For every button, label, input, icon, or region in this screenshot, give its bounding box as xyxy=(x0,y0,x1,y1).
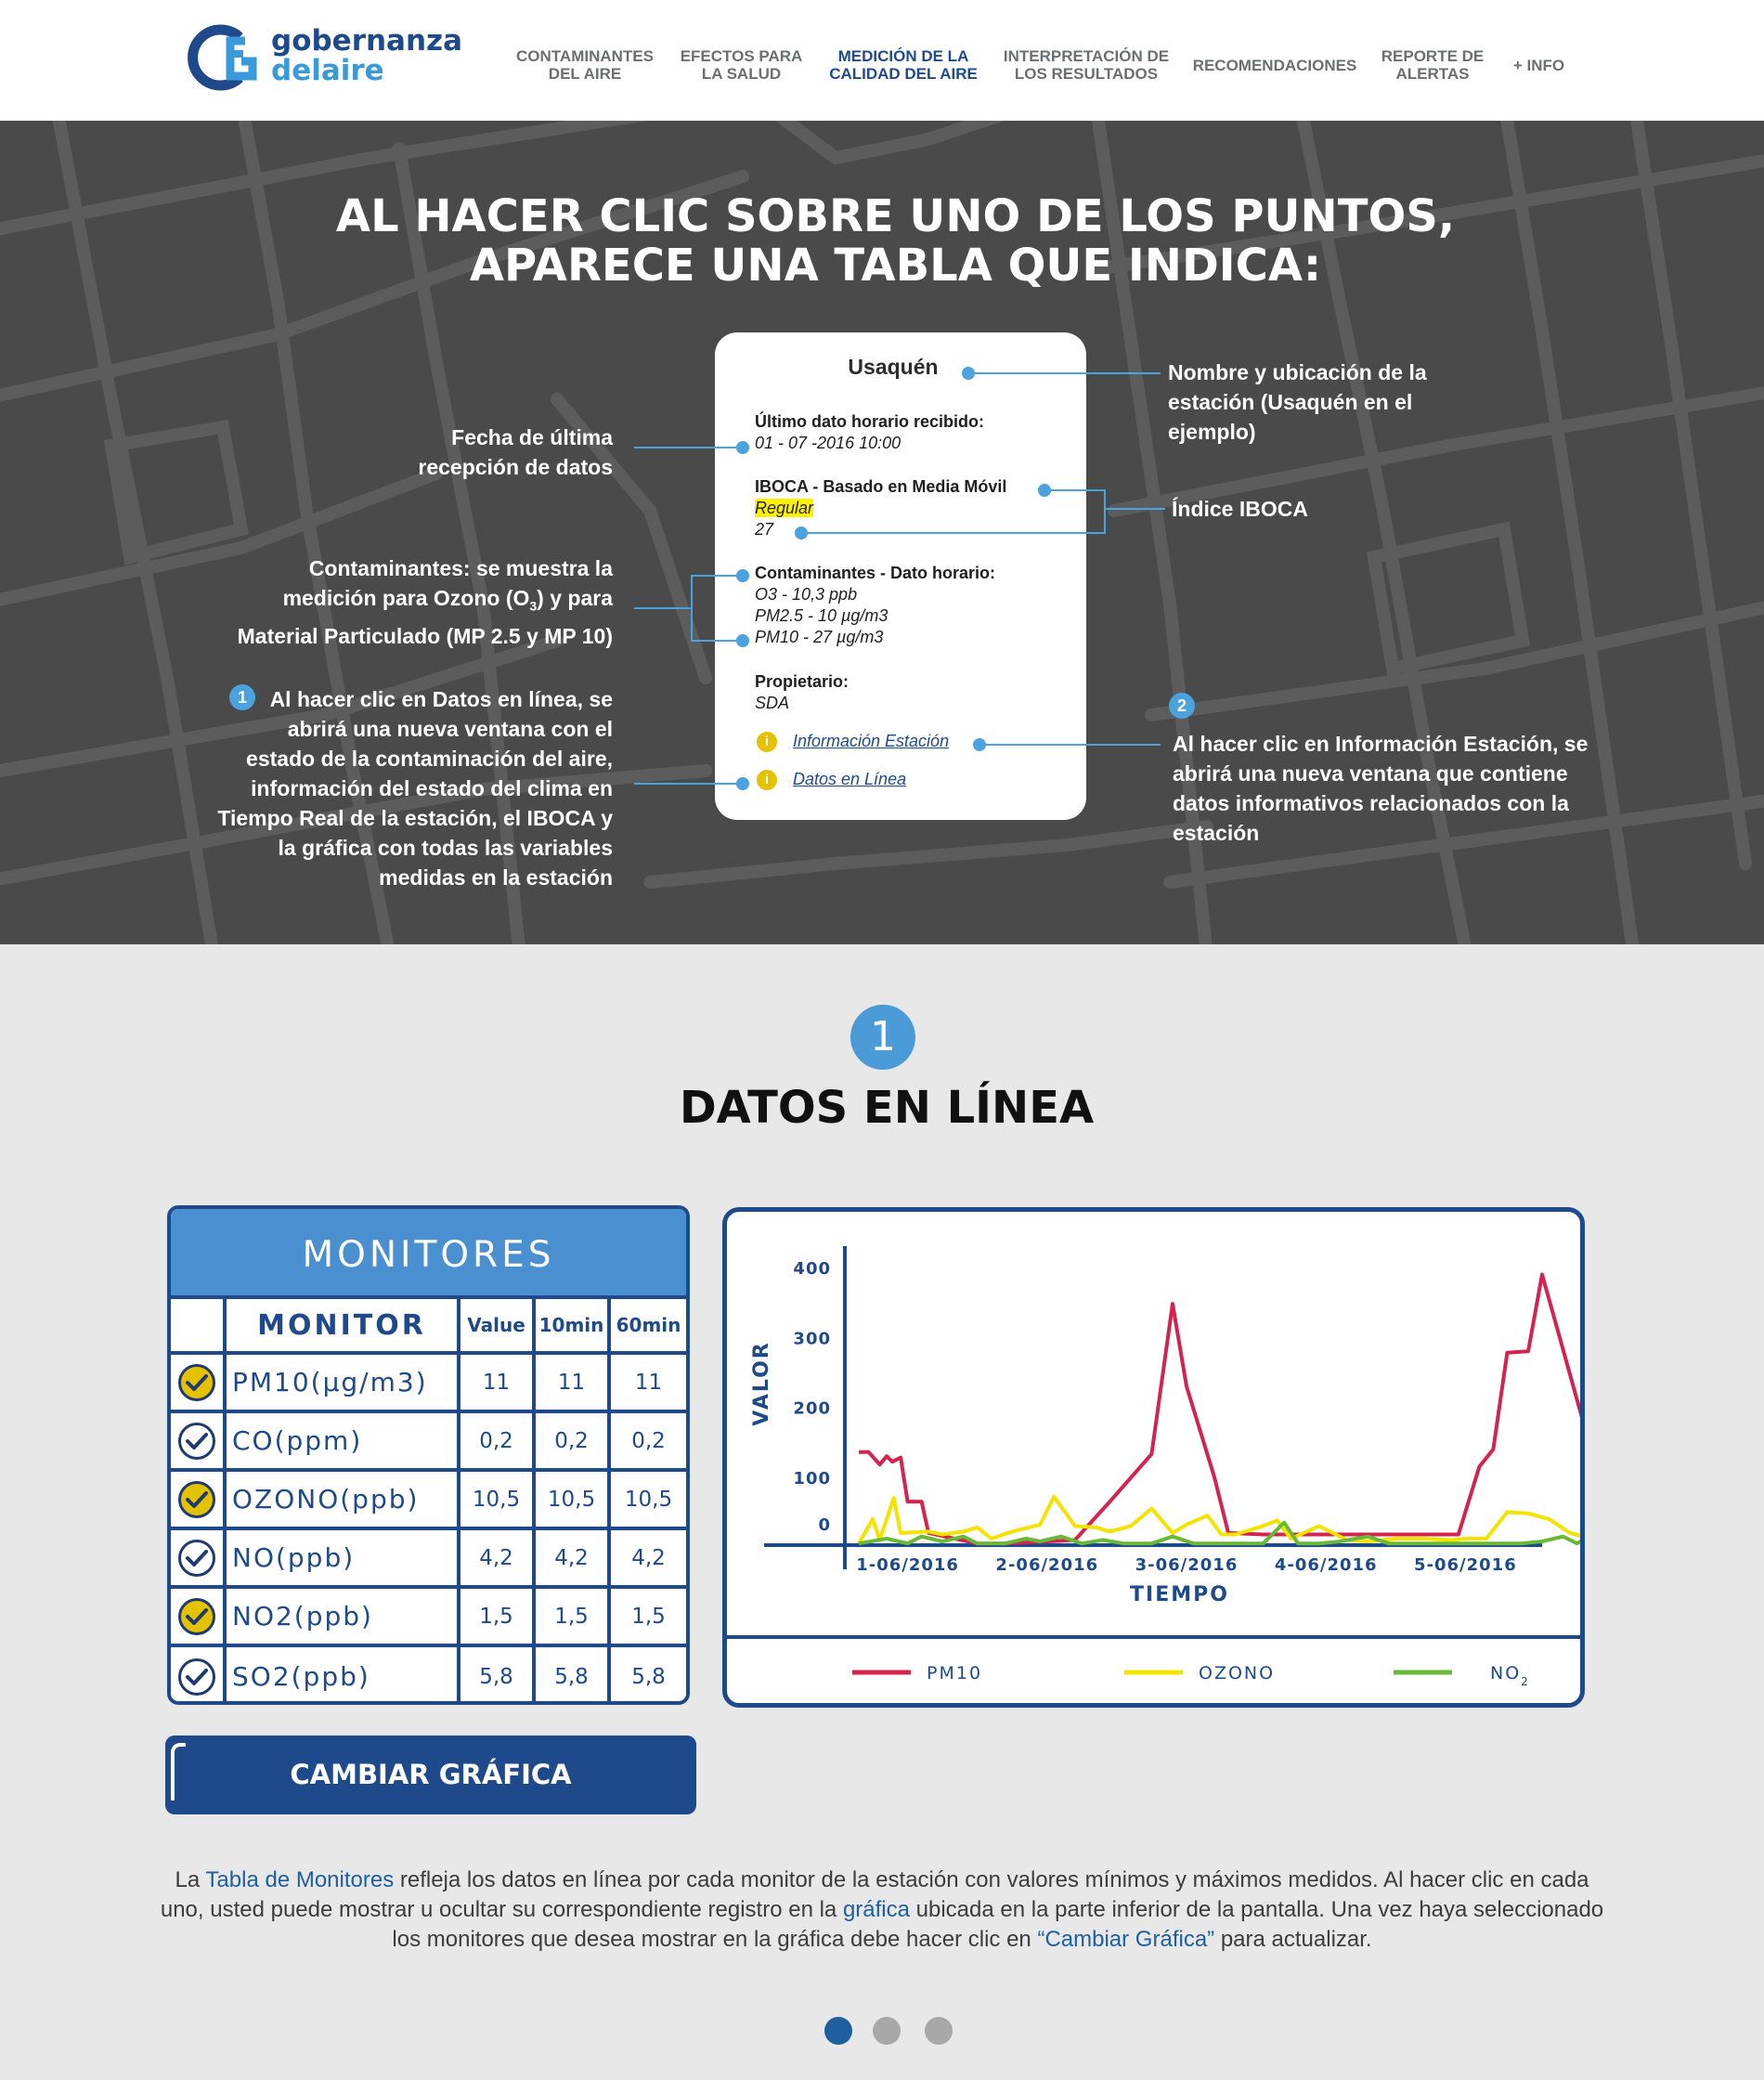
monitor-60min[interactable]: 5,8 xyxy=(631,1664,666,1689)
nav-item-contaminantes[interactable]: CONTAMINANTES DEL AIRE xyxy=(516,47,654,83)
header-monitor: MONITOR xyxy=(227,1299,460,1355)
header-value: Value xyxy=(460,1299,536,1355)
monitor-toggle-checkbox[interactable] xyxy=(171,1530,227,1589)
monitor-60min[interactable]: 10,5 xyxy=(611,1472,686,1530)
monitor-10min[interactable]: 10,5 xyxy=(536,1472,611,1530)
pagination-dot[interactable] xyxy=(925,2017,953,2045)
monitor-name[interactable]: CO(ppm) xyxy=(227,1413,460,1472)
change-chart-button[interactable]: CAMBIAR GRÁFICA xyxy=(165,1736,696,1814)
monitor-name[interactable]: SO2(ppb) xyxy=(227,1647,460,1705)
pollutant-pm10: PM10 - 27 µg/m3 xyxy=(755,628,884,646)
monitors-description: La Tabla de Monitores refleja los datos en línea por cada monitor de la estación con valores mínimos y máximos medidos. Al hacer clic en cada uno, usted puede mostrar u ocultar su correspondiente registro en la gráfica ubicada en la parte inferior de la pantalla. Una vez haya seleccionado los monitores que desea mostrar en la gráfica debe hacer clic en “Cambiar Gráfica” para actualizar. xyxy=(160,1867,1604,1952)
monitor-10min[interactable]: 1,5 xyxy=(536,1589,611,1647)
monitor-value[interactable]: 11 xyxy=(460,1355,536,1413)
monitor-60min[interactable]: 11 xyxy=(611,1355,686,1413)
monitor-value[interactable]: 4,2 xyxy=(460,1530,536,1589)
header-check-col xyxy=(171,1299,227,1355)
step-2-badge: 2 xyxy=(1169,693,1195,719)
monitor-10min[interactable]: 11 xyxy=(536,1355,611,1413)
nav-item-reporte-alertas[interactable]: REPORTE DE ALERTAS xyxy=(1381,47,1485,83)
checkmark-icon[interactable] xyxy=(178,1658,215,1696)
note-pollutants: Contaminantes: se muestra la medición para Ozono $(O_3)$ y para Material Particulado (MP 2.5 y MP 10) xyxy=(237,556,613,648)
checkmark-icon[interactable] xyxy=(178,1540,215,1577)
note-station-info: Al hacer clic en Información Estación, se abrirá una nueva ventana que contiene datos informativos relacionados con la estación xyxy=(1173,732,1589,845)
y-tick-label: 400 xyxy=(793,1259,831,1279)
legend-label: PM10 xyxy=(927,1663,983,1684)
pagination-dot[interactable] xyxy=(824,2017,852,2045)
iboca-state: Regular xyxy=(755,499,814,517)
x-tick-label: 2-06/2016 xyxy=(995,1555,1099,1575)
section-title: DATOS EN LÍNEA xyxy=(679,1082,1095,1134)
monitor-toggle-checkbox[interactable] xyxy=(171,1647,227,1705)
x-tick-label: 1-06/2016 xyxy=(856,1555,959,1575)
station-popup-explanation xyxy=(0,121,1764,944)
x-tick-label: 3-06/2016 xyxy=(1135,1555,1239,1575)
monitor-toggle-checkbox[interactable] xyxy=(171,1355,227,1413)
y-tick-label: 300 xyxy=(793,1329,831,1349)
last-data-label: Último dato horario recibido: xyxy=(755,412,985,431)
iboca-label: IBOCA - Basado en Media Móvil xyxy=(755,477,1007,496)
pagination-dot[interactable] xyxy=(873,2017,901,2045)
logo-mark-icon xyxy=(186,20,260,95)
checkmark-icon[interactable] xyxy=(178,1481,215,1518)
note-last-reception: Fecha de última recepción de datos xyxy=(418,425,613,479)
station-name: Usaquén xyxy=(848,355,939,379)
monitor-10min[interactable]: 4,2 xyxy=(536,1530,611,1589)
legend-label: OZONO xyxy=(1199,1663,1276,1684)
monitor-name[interactable]: OZONO(ppb) xyxy=(227,1472,460,1530)
y-tick-label: 200 xyxy=(793,1398,831,1419)
pollutant-pm25: PM2.5 - 10 µg/m3 xyxy=(755,606,888,625)
info-icon: i xyxy=(757,770,777,790)
monitor-10min[interactable]: 5,8 xyxy=(536,1647,611,1705)
online-data-link[interactable]: Datos en Línea xyxy=(793,770,907,788)
legend-label: $NO_2$ xyxy=(1490,1663,1530,1688)
x-tick-label: 5-06/2016 xyxy=(1414,1555,1517,1575)
x-axis-title: TIEMPO xyxy=(1130,1583,1229,1606)
site-header xyxy=(0,0,1764,121)
monitor-60min[interactable]: 1,5 xyxy=(611,1589,686,1647)
nav-item-interpretacion[interactable]: INTERPRETACIÓN DE LOS RESULTADOS xyxy=(1003,47,1170,83)
owner-value: SDA xyxy=(755,694,790,712)
nav-item-efectos[interactable]: EFECTOS PARA LA SALUD xyxy=(680,47,803,83)
note-station-name: Nombre y ubicación de la estación (Usaquén en el ejemplo) xyxy=(1168,360,1427,444)
line-chart xyxy=(727,1212,1580,1703)
logo-text-line1: gobernanza xyxy=(271,24,463,58)
monitor-60min[interactable]: 0,2 xyxy=(611,1413,686,1472)
checkmark-icon[interactable] xyxy=(178,1598,215,1635)
y-tick-label: 0 xyxy=(818,1515,831,1535)
monitor-value[interactable]: 10,5 xyxy=(460,1472,536,1530)
last-data-value: 01 - 07 -2016 10:00 xyxy=(755,434,901,452)
monitor-name[interactable]: NO(ppb) xyxy=(227,1530,460,1589)
monitor-value[interactable]: 0,2 xyxy=(460,1413,536,1472)
owner-label: Propietario: xyxy=(755,672,850,691)
pollutants-label: Contaminantes - Dato horario: xyxy=(755,564,996,582)
monitor-10min[interactable]: 0,2 xyxy=(536,1413,611,1472)
section-number-badge: 1 xyxy=(850,1005,915,1070)
monitor-value[interactable]: 5,8 xyxy=(460,1647,536,1705)
chart-link[interactable]: gráfica xyxy=(842,1897,910,1922)
y-axis-title: VALOR xyxy=(750,1341,773,1426)
monitor-value[interactable]: 1,5 xyxy=(460,1589,536,1647)
button-decoration xyxy=(171,1743,186,1800)
monitor-name[interactable]: PM10(µg/m3) xyxy=(227,1355,460,1413)
note-iboca: Índice IBOCA xyxy=(1172,497,1308,521)
nav-item-mas-info[interactable]: + INFO xyxy=(1512,56,1565,74)
monitor-toggle-checkbox[interactable] xyxy=(171,1589,227,1647)
header-60min: 60min xyxy=(611,1299,686,1355)
info-icon: i xyxy=(757,732,777,752)
monitor-toggle-checkbox[interactable] xyxy=(171,1472,227,1530)
series-line-pm10 xyxy=(859,1275,1580,1544)
station-info-link[interactable]: Información Estación xyxy=(793,732,950,750)
monitor-60min[interactable]: 4,2 xyxy=(611,1530,686,1589)
checkmark-icon[interactable] xyxy=(178,1423,215,1460)
header-10min: 10min xyxy=(536,1299,611,1355)
iboca-value: 27 xyxy=(755,520,774,539)
monitors-table xyxy=(167,1205,690,1705)
note-online-data: Al hacer clic en Datos en línea, se abrirá una nueva ventana con el estado de la contaminación del aire, información del estado del clima en Tiempo Real de la estación, el IBOCA y la gráfica con todas las variables medidas en la estación xyxy=(217,687,613,890)
step-1-badge: 1 xyxy=(229,684,255,710)
monitor-chart xyxy=(722,1207,1585,1708)
x-tick-label: 4-06/2016 xyxy=(1274,1555,1378,1575)
site-logo[interactable] xyxy=(186,20,473,95)
monitors-table-link[interactable]: Tabla de Monitores xyxy=(205,1867,395,1892)
monitor-name[interactable]: NO2(ppb) xyxy=(227,1589,460,1647)
pollutant-o3: O3 - 10,3 ppb xyxy=(755,585,858,604)
logo-text-line2: delaire xyxy=(271,54,384,87)
nav-item-recomendaciones[interactable]: RECOMENDACIONES xyxy=(1192,56,1357,74)
checkmark-icon[interactable] xyxy=(178,1364,215,1401)
y-tick-label: 100 xyxy=(793,1468,831,1488)
monitors-title: MONITORES xyxy=(171,1209,686,1299)
change-chart-link[interactable]: “Cambiar Gráfica” xyxy=(1037,1927,1215,1952)
explanation-title: AL HACER CLIC SOBRE UNO DE LOS PUNTOS, APARECE UNA TABLA QUE INDICA: xyxy=(335,190,1456,292)
nav-item-medicion[interactable]: MEDICIÓN DE LA CALIDAD DEL AIRE xyxy=(829,47,978,83)
monitor-toggle-checkbox[interactable] xyxy=(171,1413,227,1472)
